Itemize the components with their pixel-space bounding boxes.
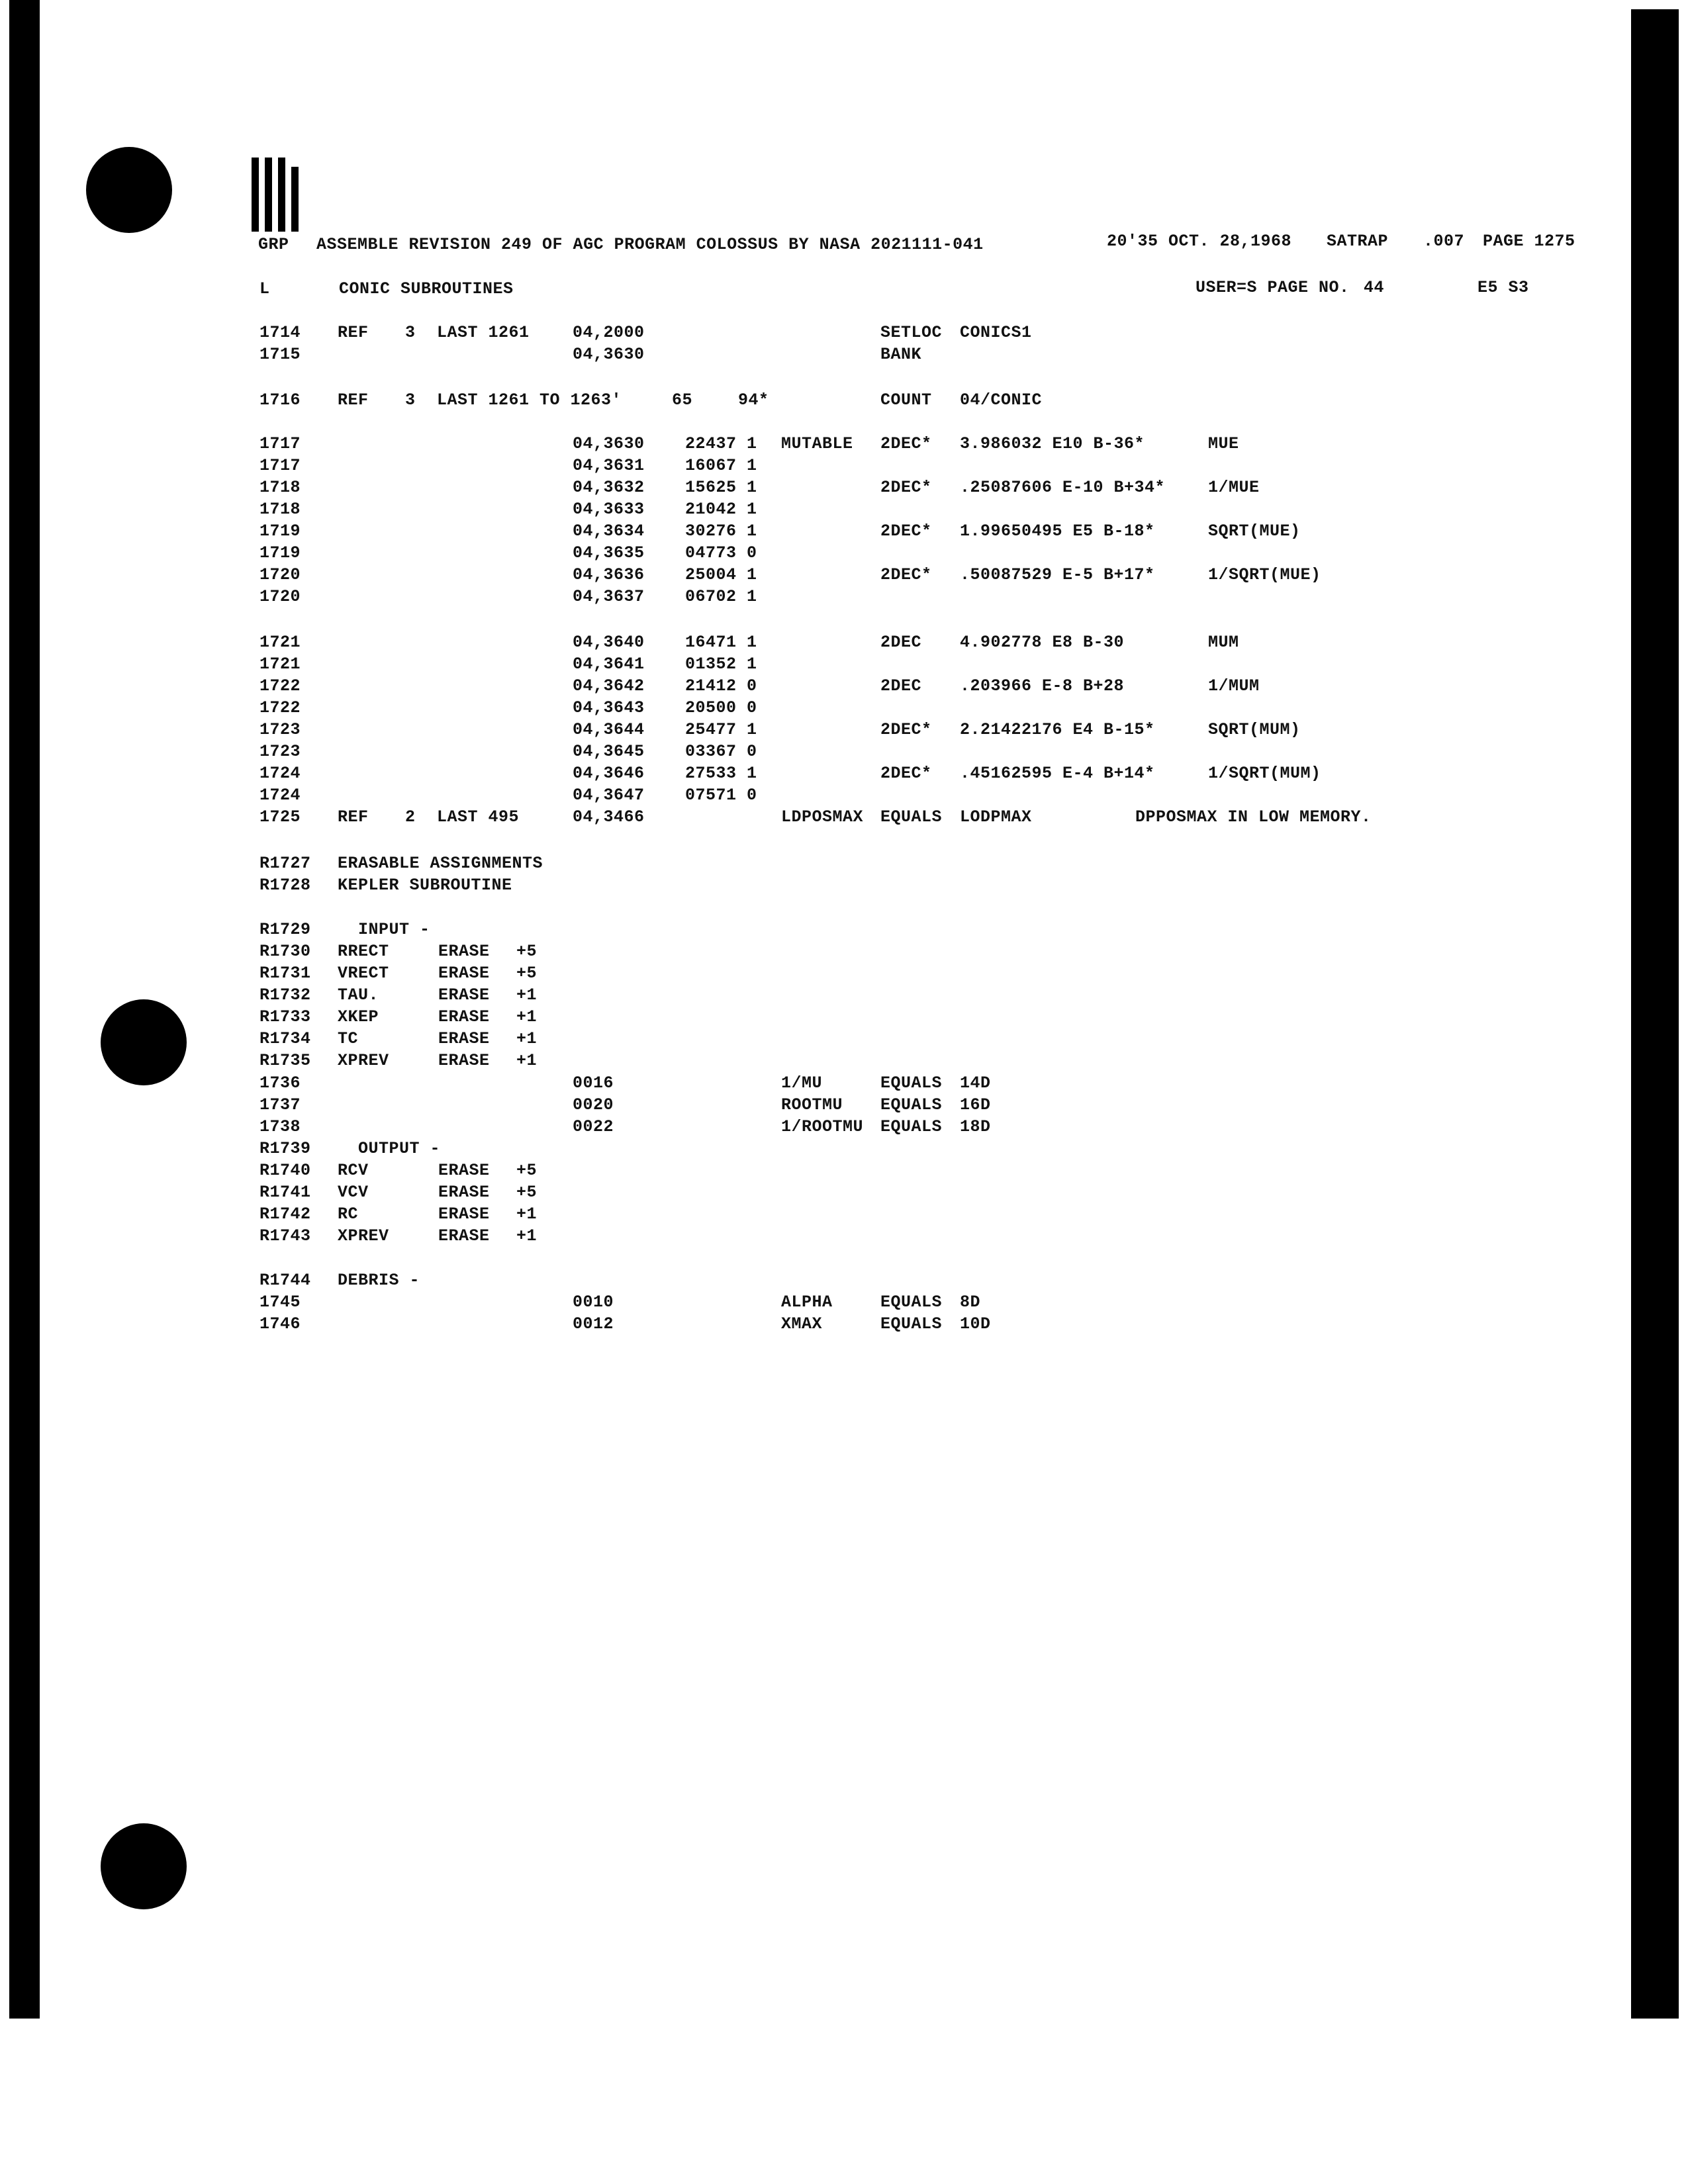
listing-instr: 2DEC*: [880, 764, 932, 783]
listing-line: R1729: [259, 920, 311, 939]
listing-op: OUTPUT -: [338, 1139, 441, 1158]
listing-op: REF: [338, 390, 369, 410]
listing-oct: 21042 1: [685, 500, 757, 519]
listing-addr: 04,3640: [573, 633, 645, 652]
listing-addr: 04,3645: [573, 742, 645, 761]
listing-last: +5: [516, 964, 538, 983]
listing-comment: SQRT(MUM): [1208, 720, 1301, 739]
listing-line: R1743: [259, 1226, 311, 1246]
listing-line: 1724: [259, 786, 301, 805]
listing-oct: 04773 0: [685, 543, 757, 563]
listing-line: 1736: [259, 1073, 301, 1093]
listing-label: 1/ROOTMU: [781, 1117, 864, 1136]
listing-line: 1719: [259, 543, 301, 563]
listing-op: TAU.: [338, 985, 379, 1005]
listing-oct: 21412 0: [685, 676, 757, 696]
listing-op: INPUT -: [338, 920, 430, 939]
user-page-number: 44: [1364, 278, 1385, 297]
listing-addr: 04,3642: [573, 676, 645, 696]
listing-oct: 16471 1: [685, 633, 757, 652]
listing-op: VCV: [338, 1183, 369, 1202]
listing-line: 1717: [259, 434, 301, 453]
listing-operand: 3.986032 E10 B-36*: [960, 434, 1145, 453]
listing-instr: 2DEC*: [880, 720, 932, 739]
listing-instr: 2DEC*: [880, 522, 932, 541]
listing-oct: 15625 1: [685, 478, 757, 497]
listing-last: +5: [516, 1183, 538, 1202]
listing-addr: 04,3635: [573, 543, 645, 563]
listing-line: 1721: [259, 633, 301, 652]
listing-addr: 0010: [573, 1293, 614, 1312]
listing-label: MUTABLE: [781, 434, 853, 453]
listing-oct: 06702 1: [685, 587, 757, 606]
listing-last: +1: [516, 1205, 538, 1224]
listing-operand: .25087606 E-10 B+34*: [960, 478, 1166, 497]
listing-addr: 04,3647: [573, 786, 645, 805]
punch-hole-top: [86, 147, 172, 233]
listing-n: ERASE: [438, 985, 490, 1005]
punch-hole-middle: [101, 999, 187, 1085]
listing-line: R1744: [259, 1271, 311, 1290]
listing-line: 1715: [259, 345, 301, 364]
listing-loc: 65: [672, 390, 693, 410]
listing-operand: 18D: [960, 1117, 991, 1136]
listing-comment: SQRT(MUE): [1208, 522, 1301, 541]
listing-n: ERASE: [438, 1205, 490, 1224]
listing-line: 1720: [259, 587, 301, 606]
listing-line: R1735: [259, 1051, 311, 1070]
listing-line: 1718: [259, 478, 301, 497]
listing-instr: 2DEC*: [880, 565, 932, 584]
listing-last: +1: [516, 1007, 538, 1026]
listing-instr: BANK: [880, 345, 922, 364]
listing-n: ERASE: [438, 964, 490, 983]
listing-line: R1739: [259, 1139, 311, 1158]
listing-line: 1746: [259, 1314, 301, 1334]
listing-n: ERASE: [438, 1051, 490, 1070]
header-time: 20'35 OCT. 28,1968: [1107, 232, 1292, 251]
listing-last: +1: [516, 1226, 538, 1246]
listing-oct: 03367 0: [685, 742, 757, 761]
listing-addr: 04,3630: [573, 345, 645, 364]
listing-instr: 2DEC*: [880, 478, 932, 497]
listing-operand: LODPMAX: [960, 807, 1032, 827]
listing-operand: 2.21422176 E4 B-15*: [960, 720, 1155, 739]
listing-op: REF: [338, 807, 369, 827]
listing-last: +5: [516, 942, 538, 961]
listing-op: XKEP: [338, 1007, 379, 1026]
listing-addr: 04,3632: [573, 478, 645, 497]
subheader-type: L: [259, 279, 270, 298]
listing-addr: 04,3630: [573, 434, 645, 453]
listing-label: ALPHA: [781, 1293, 833, 1312]
listing-line: R1740: [259, 1161, 311, 1180]
listing-op: VRECT: [338, 964, 389, 983]
header-version: .007: [1423, 232, 1465, 251]
header-system: SATRAP: [1327, 232, 1389, 251]
listing-op: TC: [338, 1029, 359, 1048]
listing-comment: 1/SQRT(MUM): [1208, 764, 1321, 783]
listing-n: ERASE: [438, 1161, 490, 1180]
listing-op: XPREV: [338, 1226, 389, 1246]
listing-n: ERASE: [438, 1183, 490, 1202]
listing-addr: 04,2000: [573, 323, 645, 342]
listing-line: 1717: [259, 456, 301, 475]
listing-addr: 04,3633: [573, 500, 645, 519]
listing-oct: 27533 1: [685, 764, 757, 783]
listing-comment: MUM: [1208, 633, 1239, 652]
listing-line: 1716: [259, 390, 301, 410]
listing-oct: 25477 1: [685, 720, 757, 739]
listing-operand: .50087529 E-5 B+17*: [960, 565, 1155, 584]
listing-n: ERASE: [438, 1029, 490, 1048]
listing-oct: 22437 1: [685, 434, 757, 453]
listing-addr: 04,3636: [573, 565, 645, 584]
listing-op: RC: [338, 1205, 359, 1224]
listing-instr: EQUALS: [880, 1073, 943, 1093]
listing-instr: 2DEC: [880, 633, 922, 652]
listing-operand: 16D: [960, 1095, 991, 1115]
listing-last: +5: [516, 1161, 538, 1180]
listing-oct: 07571 0: [685, 786, 757, 805]
listing-comment: MUE: [1208, 434, 1239, 453]
header-title: ASSEMBLE REVISION 249 OF AGC PROGRAM COLOSSUS BY NASA 2021111-041: [316, 235, 984, 254]
listing-instr: SETLOC: [880, 323, 943, 342]
listing-line: 1723: [259, 742, 301, 761]
listing-n: 2: [405, 807, 416, 827]
listing-line: 1722: [259, 676, 301, 696]
listing-n: ERASE: [438, 1226, 490, 1246]
listing-label: LDPOSMAX: [781, 807, 864, 827]
listing-line: 1721: [259, 655, 301, 674]
listing-instr: 2DEC*: [880, 434, 932, 453]
listing-oct: 01352 1: [685, 655, 757, 674]
listing-last: LAST 495: [437, 807, 520, 827]
listing-label: XMAX: [781, 1314, 823, 1334]
header-page: PAGE 1275: [1483, 232, 1575, 251]
listing-line: 1719: [259, 522, 301, 541]
user-page-label: USER=S PAGE NO.: [1196, 278, 1350, 297]
listing-addr: 0012: [573, 1314, 614, 1334]
listing-op: REF: [338, 323, 369, 342]
listing-line: 1722: [259, 698, 301, 717]
listing-last: +1: [516, 1029, 538, 1048]
listing-operand: 14D: [960, 1073, 991, 1093]
listing-line: 1725: [259, 807, 301, 827]
listing-comment: 1/MUM: [1208, 676, 1260, 696]
listing-line: R1728: [259, 876, 311, 895]
listing-line: R1742: [259, 1205, 311, 1224]
listing-line: 1745: [259, 1293, 301, 1312]
listing-addr: 0020: [573, 1095, 614, 1115]
listing-operand: 10D: [960, 1314, 991, 1334]
listing-comment: DPPOSMAX IN LOW MEMORY.: [1135, 807, 1372, 827]
listing-last: LAST 1261: [437, 323, 530, 342]
listing-line: R1732: [259, 985, 311, 1005]
listing-instr: EQUALS: [880, 1293, 943, 1312]
listing-line: 1723: [259, 720, 301, 739]
listing-operand: 4.902778 E8 B-30: [960, 633, 1125, 652]
section-title: CONIC SUBROUTINES: [339, 279, 514, 298]
listing-line: R1730: [259, 942, 311, 961]
listing-line: 1738: [259, 1117, 301, 1136]
listing-instr: EQUALS: [880, 1095, 943, 1115]
subheader-codes: E5 S3: [1477, 278, 1529, 297]
listing-instr: 2DEC: [880, 676, 922, 696]
listing-addr: 0022: [573, 1117, 614, 1136]
listing-addr: 04,3637: [573, 587, 645, 606]
listing-last: LAST 1261 TO 1263': [437, 390, 622, 410]
listing-line: 1714: [259, 323, 301, 342]
listing-operand: .45162595 E-4 B+14*: [960, 764, 1155, 783]
listing-n: 3: [405, 323, 416, 342]
listing-oct: 94*: [738, 390, 769, 410]
punch-hole-bottom: [101, 1823, 187, 1909]
listing-line: 1737: [259, 1095, 301, 1115]
listing-instr: EQUALS: [880, 807, 943, 827]
listing-line: R1731: [259, 964, 311, 983]
listing-n: 3: [405, 390, 416, 410]
listing-op: RRECT: [338, 942, 389, 961]
listing-addr: 04,3641: [573, 655, 645, 674]
listing-label: 1/MU: [781, 1073, 823, 1093]
listing-last: +1: [516, 985, 538, 1005]
listing-comment: 1/SQRT(MUE): [1208, 565, 1321, 584]
listing-oct: 30276 1: [685, 522, 757, 541]
header-code: GRP: [258, 235, 289, 254]
listing-op: ERASABLE ASSIGNMENTS: [338, 854, 543, 873]
scan-border-left: [9, 0, 40, 2019]
listing-line: R1734: [259, 1029, 311, 1048]
listing-instr: EQUALS: [880, 1314, 943, 1334]
listing-operand: 1.99650495 E5 B-18*: [960, 522, 1155, 541]
listing-op: RCV: [338, 1161, 369, 1180]
listing-addr: 04,3631: [573, 456, 645, 475]
listing-n: ERASE: [438, 942, 490, 961]
listing-addr: 04,3466: [573, 807, 645, 827]
listing-line: 1720: [259, 565, 301, 584]
listing-addr: 04,3646: [573, 764, 645, 783]
listing-oct: 25004 1: [685, 565, 757, 584]
listing-operand: 8D: [960, 1293, 981, 1312]
listing-instr: COUNT: [880, 390, 932, 410]
listing-operand: CONICS1: [960, 323, 1032, 342]
listing-op: KEPLER SUBROUTINE: [338, 876, 512, 895]
listing-op: XPREV: [338, 1051, 389, 1070]
listing-last: +1: [516, 1051, 538, 1070]
listing-instr: EQUALS: [880, 1117, 943, 1136]
listing-line: 1718: [259, 500, 301, 519]
listing-operand: .203966 E-8 B+28: [960, 676, 1125, 696]
listing-oct: 20500 0: [685, 698, 757, 717]
listing-n: ERASE: [438, 1007, 490, 1026]
listing-line: 1724: [259, 764, 301, 783]
listing-oct: 16067 1: [685, 456, 757, 475]
listing-operand: 04/CONIC: [960, 390, 1043, 410]
printer-bar-mark: [252, 158, 298, 232]
listing-addr: 04,3644: [573, 720, 645, 739]
scan-border-right: [1631, 9, 1679, 2019]
listing-addr: 04,3634: [573, 522, 645, 541]
listing-label: ROOTMU: [781, 1095, 843, 1115]
listing-comment: 1/MUE: [1208, 478, 1260, 497]
listing-line: R1733: [259, 1007, 311, 1026]
listing-addr: 0016: [573, 1073, 614, 1093]
listing-addr: 04,3643: [573, 698, 645, 717]
listing-line: R1727: [259, 854, 311, 873]
listing-op: DEBRIS -: [338, 1271, 420, 1290]
listing-line: R1741: [259, 1183, 311, 1202]
